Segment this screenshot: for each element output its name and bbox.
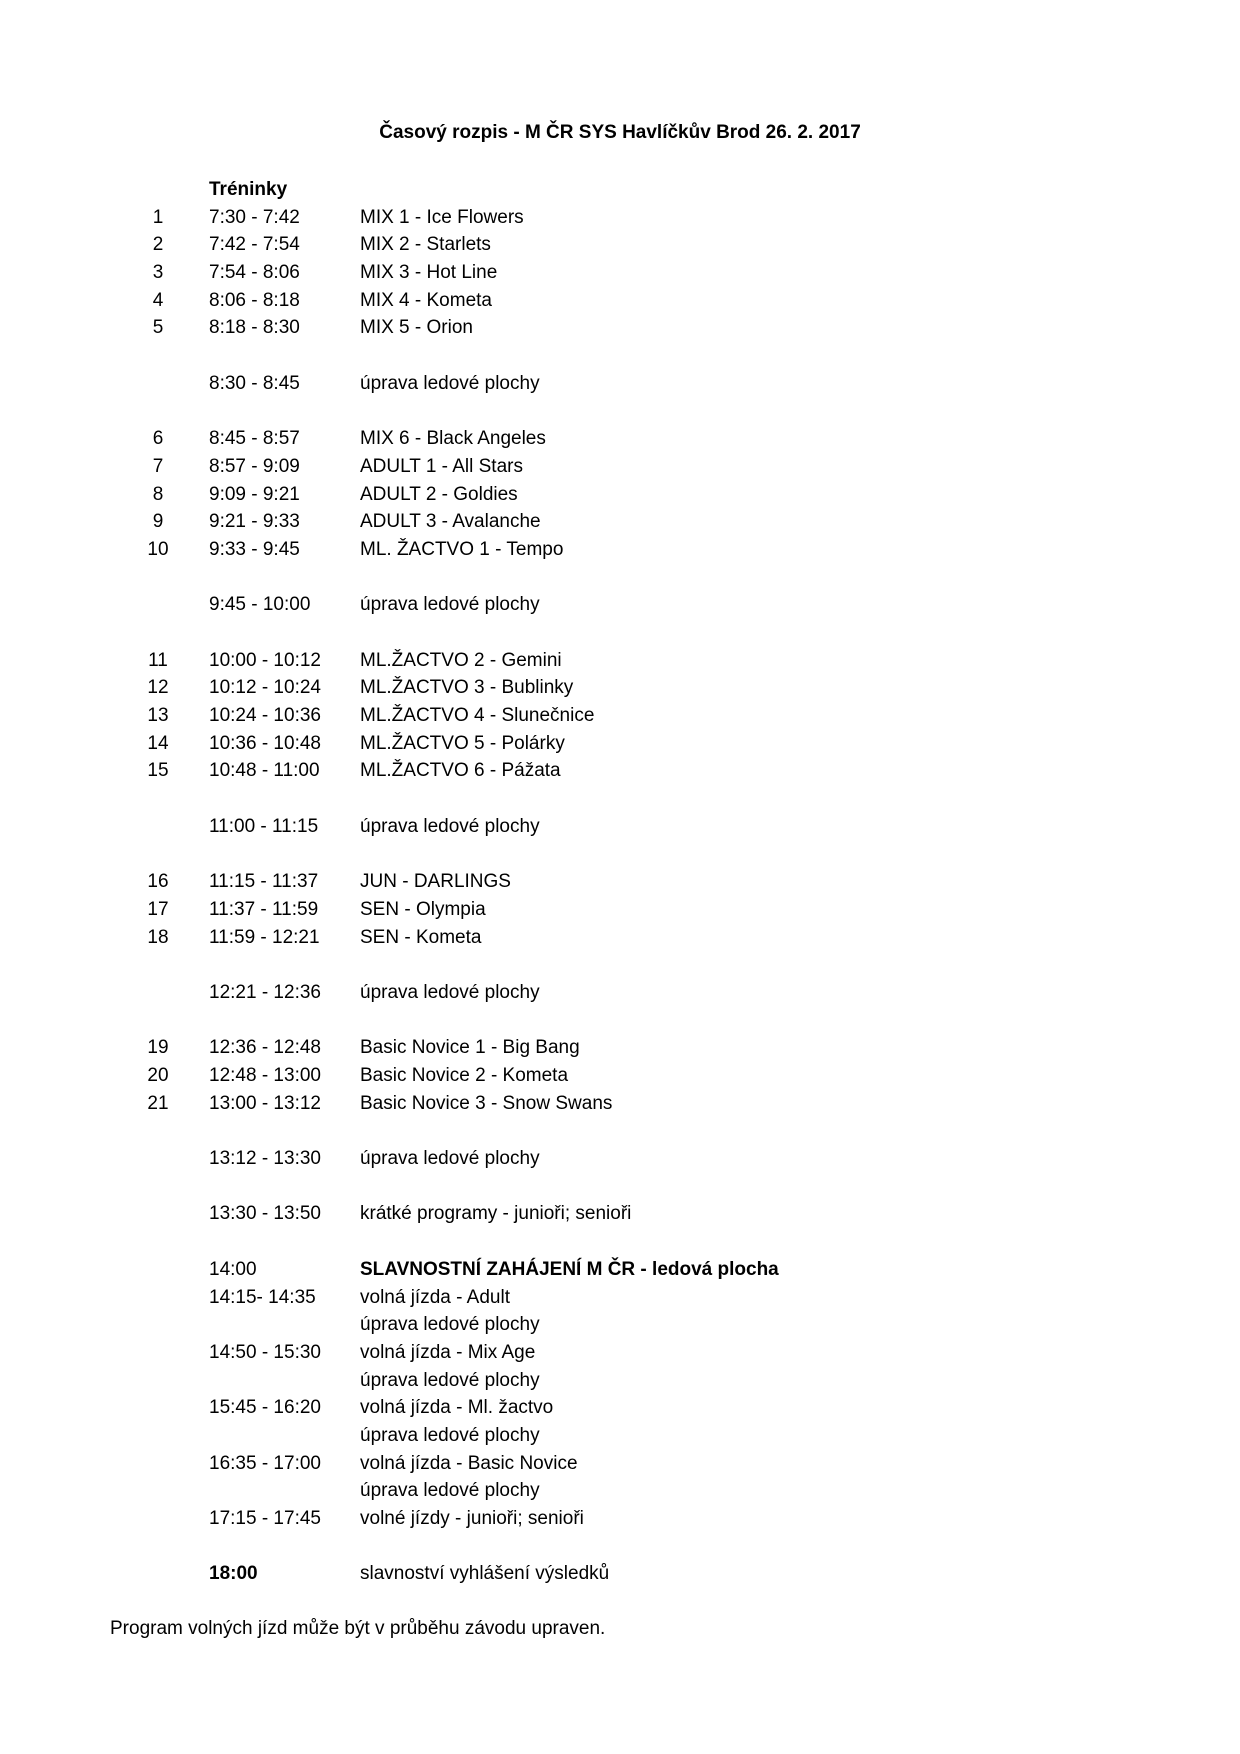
- row-description: ADULT 3 - Avalanche: [360, 511, 541, 533]
- row-time: 11:15 - 11:37: [209, 871, 319, 893]
- row-description: Basic Novice 3 - Snow Swans: [360, 1092, 613, 1114]
- row-description: ML.ŽACTVO 5 - Polárky: [360, 732, 565, 754]
- schedule-row: [0, 1200, 1240, 1228]
- row-description: MIX 5 - Orion: [360, 317, 473, 339]
- spacer-row: [0, 1117, 1240, 1145]
- row-description: MIX 4 - Kometa: [360, 289, 492, 311]
- schedule-row: [0, 813, 1240, 841]
- row-time: 14:00: [209, 1258, 257, 1280]
- row-number: 15: [147, 760, 169, 782]
- schedule-row: [0, 1145, 1240, 1173]
- schedule-row: [0, 924, 1240, 952]
- row-description: Basic Novice 2 - Kometa: [360, 1065, 569, 1086]
- spacer-row: [0, 1228, 1240, 1256]
- row-number: 14: [147, 732, 169, 754]
- row-time: 13:00 - 13:12: [209, 1092, 321, 1114]
- schedule-row: [0, 259, 1240, 287]
- schedule-row: [0, 1034, 1240, 1062]
- spacer-row: [0, 619, 1240, 647]
- row-number: 3: [152, 262, 164, 284]
- row-time: 7:54 - 8:06: [209, 262, 300, 284]
- schedule-row: [0, 1339, 1240, 1367]
- row-description: MIX 3 - Hot Line: [360, 262, 498, 284]
- footer-note: Program volných jízd může být v průběhu závodu upraven.: [110, 1618, 606, 1639]
- row-time: 12:36 - 12:48: [209, 1037, 321, 1059]
- schedule-row: [0, 453, 1240, 481]
- row-time: 10:24 - 10:36: [209, 705, 321, 727]
- schedule-row: [0, 896, 1240, 924]
- schedule-rows: [0, 204, 1240, 1588]
- row-time: 8:30 - 8:45: [209, 372, 300, 394]
- row-description: MIX 1 - Ice Flowers: [360, 206, 524, 228]
- schedule-row: [0, 1422, 1240, 1450]
- row-time: 9:21 - 9:33: [209, 511, 300, 533]
- row-description: volná jízda - Basic Novice: [360, 1452, 578, 1474]
- row-number: 19: [147, 1037, 169, 1059]
- row-description: krátké programy - junioři; senioři: [360, 1203, 632, 1225]
- row-time: 14:15- 14:35: [209, 1286, 316, 1308]
- row-description: volné jízdy - junioři; senioři: [360, 1508, 584, 1529]
- schedule-row: [0, 204, 1240, 232]
- schedule-row: [0, 536, 1240, 564]
- page-title: Časový rozpis - M ČR SYS Havlíčkův Brod 26. 2. 2017: [379, 122, 861, 143]
- schedule-row: [0, 1311, 1240, 1339]
- schedule-row: [0, 508, 1240, 536]
- row-description: SLAVNOSTNÍ ZAHÁJENÍ M ČR - ledová plocha: [360, 1258, 779, 1280]
- row-description: SEN - Kometa: [360, 926, 482, 948]
- row-description: JUN - DARLINGS: [360, 871, 511, 893]
- spacer-row: [0, 951, 1240, 979]
- spacer-row: [0, 841, 1240, 869]
- schedule-row: [0, 287, 1240, 315]
- schedule-row: [0, 1367, 1240, 1395]
- row-number: 5: [152, 317, 164, 339]
- schedule-row: [0, 1394, 1240, 1422]
- row-number: 16: [147, 871, 169, 893]
- row-time: 15:45 - 16:20: [209, 1397, 321, 1419]
- row-time: 17:15 - 17:45: [209, 1508, 321, 1529]
- schedule-row: [0, 647, 1240, 675]
- schedule-row: [0, 757, 1240, 785]
- row-time: 10:00 - 10:12: [209, 649, 321, 671]
- row-description: úprava ledové plochy: [360, 1369, 540, 1391]
- row-description: Basic Novice 1 - Big Bang: [360, 1037, 580, 1059]
- row-number: 4: [152, 289, 164, 311]
- row-description: MIX 2 - Starlets: [360, 234, 491, 256]
- schedule-row: [0, 1090, 1240, 1118]
- row-number: 9: [152, 511, 164, 533]
- spacer-row: [0, 1007, 1240, 1035]
- row-description: volná jízda - Adult: [360, 1286, 510, 1308]
- schedule-row: [0, 231, 1240, 259]
- schedule-row: [0, 1477, 1240, 1505]
- row-description: úprava ledové plochy: [360, 372, 540, 394]
- row-description: ML. ŽACTVO 1 - Tempo: [360, 538, 564, 560]
- row-time: 9:33 - 9:45: [209, 538, 300, 560]
- schedule-row: [0, 314, 1240, 342]
- row-time: 7:42 - 7:54: [209, 234, 300, 256]
- row-description: volná jízda - Mix Age: [360, 1341, 536, 1363]
- row-description: ML.ŽACTVO 3 - Bublinky: [360, 677, 574, 699]
- spacer-row: [0, 398, 1240, 426]
- schedule-row: [0, 1505, 1240, 1533]
- row-number: 11: [148, 649, 168, 671]
- row-time: 14:50 - 15:30: [209, 1341, 321, 1363]
- row-description: úprava ledové plochy: [360, 594, 540, 616]
- row-description: úprava ledové plochy: [360, 1314, 540, 1336]
- schedule-row: [0, 1560, 1240, 1588]
- row-time: 12:48 - 13:00: [209, 1065, 321, 1086]
- row-time: 10:12 - 10:24: [209, 677, 321, 699]
- row-time: 8:57 - 9:09: [209, 455, 300, 477]
- row-time: 10:36 - 10:48: [209, 732, 321, 754]
- spacer-row: [0, 1173, 1240, 1201]
- row-description: úprava ledové plochy: [360, 1480, 540, 1502]
- row-time: 9:09 - 9:21: [209, 483, 300, 505]
- schedule-row: [0, 868, 1240, 896]
- row-number: 2: [152, 234, 164, 256]
- row-time: 13:30 - 13:50: [209, 1203, 321, 1225]
- row-description: úprava ledové plochy: [360, 981, 540, 1003]
- spacer-row: [0, 785, 1240, 813]
- schedule-row: [0, 1062, 1240, 1090]
- row-description: ML.ŽACTVO 4 - Slunečnice: [360, 705, 595, 727]
- row-description: úprava ledové plochy: [360, 1148, 540, 1170]
- row-number: 17: [147, 898, 169, 920]
- schedule-row: [0, 1450, 1240, 1478]
- section-heading-row: [0, 176, 1240, 204]
- schedule-row: [0, 591, 1240, 619]
- spacer-row: [0, 1533, 1240, 1561]
- row-number: 21: [147, 1092, 169, 1114]
- row-time: 8:18 - 8:30: [209, 317, 300, 339]
- row-time: 16:35 - 17:00: [209, 1452, 321, 1474]
- row-time: 13:12 - 13:30: [209, 1148, 321, 1170]
- schedule-row: [0, 1256, 1240, 1284]
- row-description: úprava ledové plochy: [360, 1424, 540, 1446]
- schedule-row: [0, 674, 1240, 702]
- row-description: ADULT 1 - All Stars: [360, 455, 523, 477]
- schedule-row: [0, 425, 1240, 453]
- row-time: 7:30 - 7:42: [209, 206, 300, 228]
- row-time: 11:37 - 11:59: [209, 898, 319, 920]
- row-time: 11:59 - 12:21: [209, 926, 320, 948]
- schedule-row: [0, 979, 1240, 1007]
- schedule-row: [0, 481, 1240, 509]
- row-time: 18:00: [209, 1563, 258, 1585]
- row-time: 8:45 - 8:57: [209, 428, 300, 450]
- row-description: SEN - Olympia: [360, 898, 486, 920]
- row-time: 11:00 - 11:15: [209, 815, 319, 837]
- row-time: 10:48 - 11:00: [209, 760, 320, 782]
- row-number: 6: [152, 428, 164, 450]
- row-description: ML.ŽACTVO 6 - Pážata: [360, 760, 561, 782]
- schedule-table: [0, 176, 1240, 1588]
- row-description: ADULT 2 - Goldies: [360, 483, 518, 505]
- row-number: 10: [147, 538, 169, 560]
- row-number: 1: [152, 206, 164, 228]
- row-number: 18: [147, 926, 169, 948]
- row-number: 13: [147, 705, 169, 727]
- schedule-row: [0, 730, 1240, 758]
- schedule-row: [0, 370, 1240, 398]
- row-time: 9:45 - 10:00: [209, 594, 311, 616]
- schedule-row: [0, 702, 1240, 730]
- row-number: 12: [147, 677, 169, 699]
- row-time: 12:21 - 12:36: [209, 981, 321, 1003]
- row-number: 7: [152, 455, 164, 477]
- row-number: 20: [147, 1065, 169, 1086]
- spacer-row: [0, 342, 1240, 370]
- row-number: 8: [152, 483, 164, 505]
- row-description: úprava ledové plochy: [360, 815, 540, 837]
- row-description: slavnoství vyhlášení výsledků: [360, 1563, 610, 1585]
- row-time: 8:06 - 8:18: [209, 289, 300, 311]
- spacer-row: [0, 564, 1240, 592]
- section-heading: Tréninky: [209, 179, 288, 200]
- row-description: MIX 6 - Black Angeles: [360, 428, 546, 450]
- row-description: ML.ŽACTVO 2 - Gemini: [360, 649, 562, 671]
- row-description: volná jízda - Ml. žactvo: [360, 1397, 554, 1419]
- schedule-row: [0, 1284, 1240, 1312]
